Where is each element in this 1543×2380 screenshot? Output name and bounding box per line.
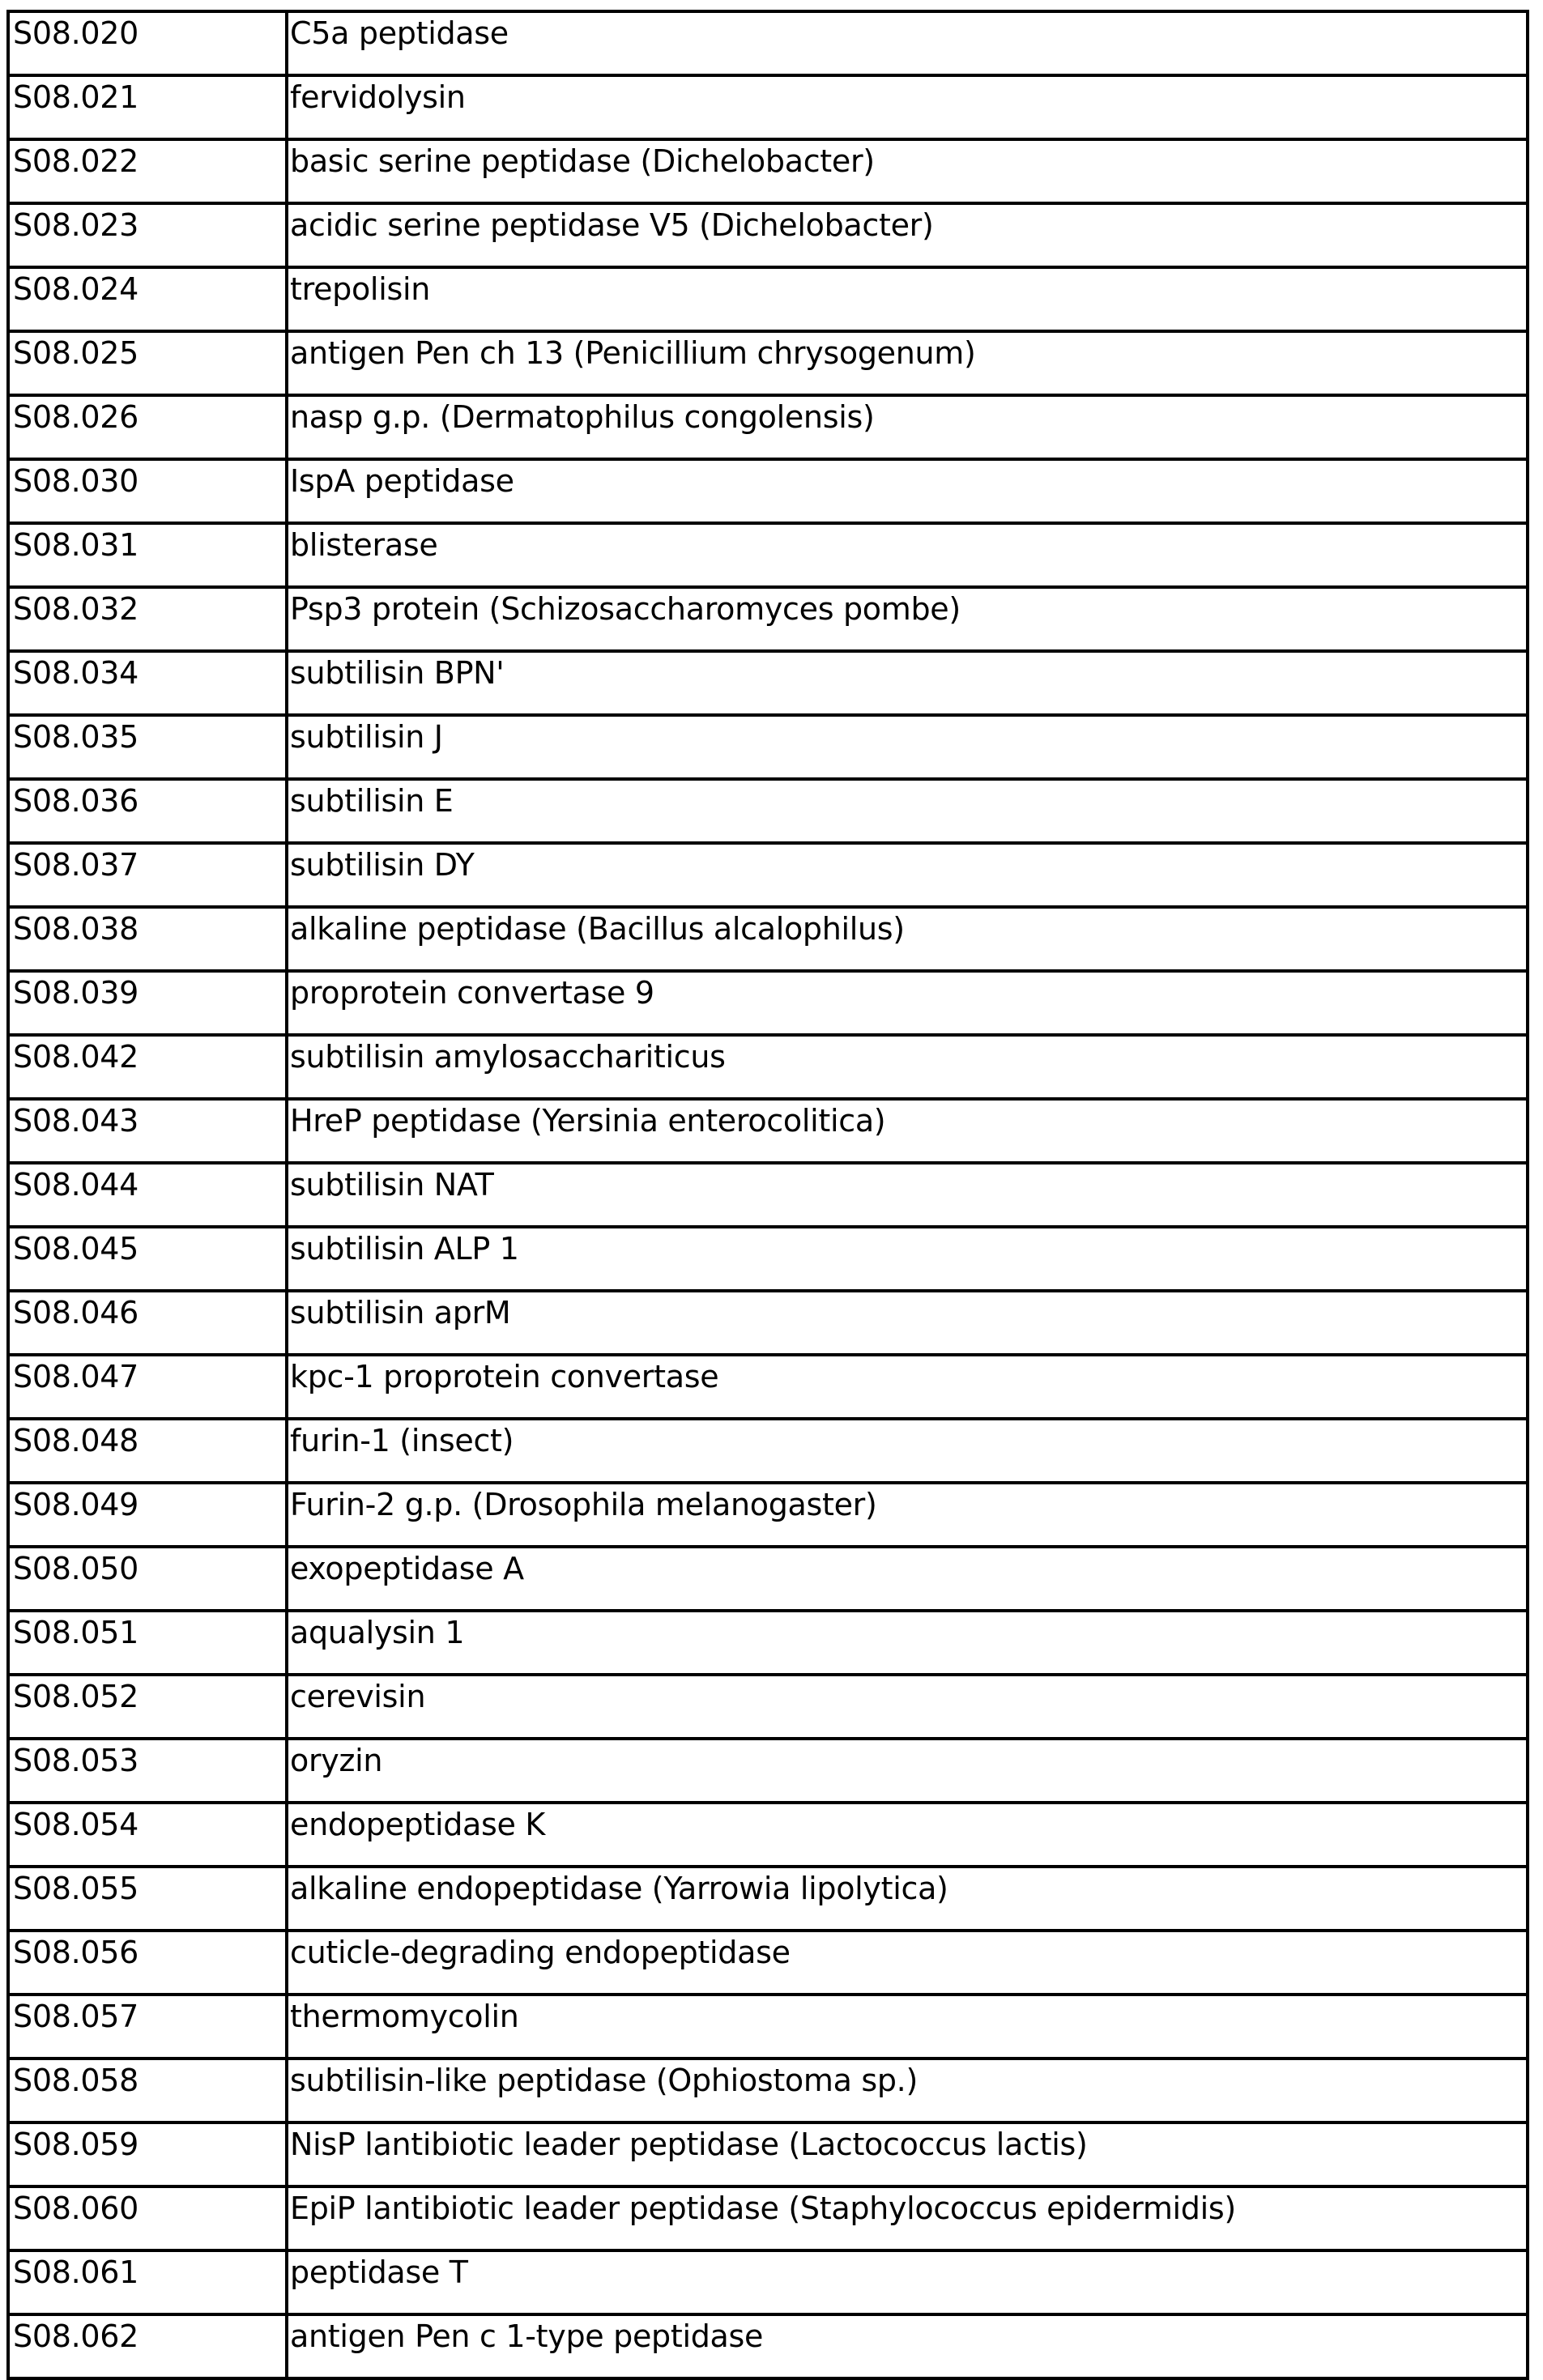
peptidase-code-cell: S08.042: [8, 1035, 287, 1099]
peptidase-name-cell: subtilisin-like peptidase (Ophiostoma sp.): [287, 2059, 1528, 2122]
peptidase-code-cell: S08.046: [8, 1291, 287, 1355]
table-row: [8, 2314, 1528, 2378]
table-row: [8, 779, 1528, 843]
peptidase-name-cell: C5a peptidase: [287, 11, 1528, 75]
table-row: [8, 2186, 1528, 2250]
peptidase-name-cell: subtilisin amylosacchariticus: [287, 1035, 1528, 1099]
table-row: [8, 1995, 1528, 2059]
peptidase-code-cell: S08.021: [8, 75, 287, 139]
table-row: [8, 907, 1528, 971]
table-row: [8, 651, 1528, 715]
peptidase-name-cell: blisterase: [287, 523, 1528, 587]
peptidase-name-cell: EpiP lantibiotic leader peptidase (Staphylococcus epidermidis): [287, 2186, 1528, 2250]
peptidase-name-cell: subtilisin ALP 1: [287, 1227, 1528, 1291]
peptidase-name-cell: Furin-2 g.p. (Drosophila melanogaster): [287, 1483, 1528, 1547]
table-row: [8, 331, 1528, 395]
peptidase-code-cell: S08.032: [8, 587, 287, 651]
peptidase-code-cell: S08.026: [8, 395, 287, 459]
table-row: [8, 11, 1528, 75]
peptidase-name-cell: subtilisin E: [287, 779, 1528, 843]
table-row: [8, 2250, 1528, 2314]
peptidase-code-cell: S08.031: [8, 523, 287, 587]
peptidase-code-cell: S08.023: [8, 203, 287, 267]
table-row: [8, 75, 1528, 139]
peptidase-table: [6, 10, 1529, 2380]
table-row: [8, 843, 1528, 907]
peptidase-name-cell: nasp g.p. (Dermatophilus congolensis): [287, 395, 1528, 459]
peptidase-code-cell: S08.025: [8, 331, 287, 395]
table-row: [8, 2122, 1528, 2186]
peptidase-code-cell: S08.020: [8, 11, 287, 75]
peptidase-name-cell: fervidolysin: [287, 75, 1528, 139]
peptidase-name-cell: subtilisin NAT: [287, 1163, 1528, 1227]
peptidase-code-cell: S08.052: [8, 1675, 287, 1739]
peptidase-code-cell: S08.053: [8, 1739, 287, 1803]
table-row: [8, 1291, 1528, 1355]
peptidase-name-cell: alkaline peptidase (Bacillus alcalophilus): [287, 907, 1528, 971]
peptidase-code-cell: S08.043: [8, 1099, 287, 1163]
table-row: [8, 1611, 1528, 1675]
table-row: [8, 1931, 1528, 1995]
table-row: [8, 1483, 1528, 1547]
table-row: [8, 395, 1528, 459]
peptidase-name-cell: basic serine peptidase (Dichelobacter): [287, 139, 1528, 203]
peptidase-code-cell: S08.035: [8, 715, 287, 779]
peptidase-code-cell: S08.060: [8, 2186, 287, 2250]
peptidase-code-cell: S08.054: [8, 1803, 287, 1867]
table-row: [8, 1675, 1528, 1739]
peptidase-code-cell: S08.045: [8, 1227, 287, 1291]
peptidase-name-cell: antigen Pen c 1-type peptidase: [287, 2314, 1528, 2378]
table-row: [8, 971, 1528, 1035]
peptidase-code-cell: S08.030: [8, 459, 287, 523]
peptidase-name-cell: subtilisin aprM: [287, 1291, 1528, 1355]
table-row: [8, 523, 1528, 587]
peptidase-code-cell: S08.038: [8, 907, 287, 971]
peptidase-code-cell: S08.050: [8, 1547, 287, 1611]
peptidase-code-cell: S08.022: [8, 139, 287, 203]
table-row: [8, 1867, 1528, 1931]
table-row: [8, 1419, 1528, 1483]
table-row: [8, 1739, 1528, 1803]
peptidase-code-cell: S08.024: [8, 267, 287, 331]
peptidase-code-cell: S08.048: [8, 1419, 287, 1483]
peptidase-code-cell: S08.044: [8, 1163, 287, 1227]
peptidase-name-cell: subtilisin BPN': [287, 651, 1528, 715]
peptidase-code-cell: S08.039: [8, 971, 287, 1035]
table-row: [8, 267, 1528, 331]
table-row: [8, 459, 1528, 523]
table-row: [8, 1163, 1528, 1227]
peptidase-code-cell: S08.059: [8, 2122, 287, 2186]
peptidase-name-cell: furin-1 (insect): [287, 1419, 1528, 1483]
peptidase-name-cell: NisP lantibiotic leader peptidase (Lactococcus lactis): [287, 2122, 1528, 2186]
peptidase-name-cell: aqualysin 1: [287, 1611, 1528, 1675]
table-row: [8, 2059, 1528, 2122]
peptidase-name-cell: peptidase T: [287, 2250, 1528, 2314]
peptidase-name-cell: subtilisin DY: [287, 843, 1528, 907]
peptidase-code-cell: S08.057: [8, 1995, 287, 2059]
peptidase-name-cell: cerevisin: [287, 1675, 1528, 1739]
table-row: [8, 1035, 1528, 1099]
table-row: [8, 1227, 1528, 1291]
peptidase-name-cell: endopeptidase K: [287, 1803, 1528, 1867]
peptidase-name-cell: acidic serine peptidase V5 (Dichelobacter): [287, 203, 1528, 267]
peptidase-name-cell: alkaline endopeptidase (Yarrowia lipolytica): [287, 1867, 1528, 1931]
peptidase-name-cell: cuticle-degrading endopeptidase: [287, 1931, 1528, 1995]
peptidase-code-cell: S08.036: [8, 779, 287, 843]
peptidase-code-cell: S08.034: [8, 651, 287, 715]
table-row: [8, 1099, 1528, 1163]
peptidase-code-cell: S08.058: [8, 2059, 287, 2122]
peptidase-name-cell: exopeptidase A: [287, 1547, 1528, 1611]
peptidase-code-cell: S08.056: [8, 1931, 287, 1995]
table-row: [8, 203, 1528, 267]
table-row: [8, 1547, 1528, 1611]
peptidase-name-cell: kpc-1 proprotein convertase: [287, 1355, 1528, 1419]
peptidase-name-cell: thermomycolin: [287, 1995, 1528, 2059]
peptidase-code-cell: S08.051: [8, 1611, 287, 1675]
peptidase-name-cell: antigen Pen ch 13 (Penicillium chrysogenum): [287, 331, 1528, 395]
table-row: [8, 587, 1528, 651]
peptidase-code-cell: S08.049: [8, 1483, 287, 1547]
peptidase-name-cell: Psp3 protein (Schizosaccharomyces pombe): [287, 587, 1528, 651]
peptidase-code-cell: S08.062: [8, 2314, 287, 2378]
peptidase-name-cell: trepolisin: [287, 267, 1528, 331]
peptidase-name-cell: oryzin: [287, 1739, 1528, 1803]
peptidase-name-cell: subtilisin J: [287, 715, 1528, 779]
peptidase-code-cell: S08.055: [8, 1867, 287, 1931]
table-row: [8, 139, 1528, 203]
peptidase-name-cell: HreP peptidase (Yersinia enterocolitica): [287, 1099, 1528, 1163]
peptidase-name-cell: proprotein convertase 9: [287, 971, 1528, 1035]
table-row: [8, 715, 1528, 779]
table-row: [8, 1803, 1528, 1867]
peptidase-code-cell: S08.037: [8, 843, 287, 907]
table-row: [8, 1355, 1528, 1419]
peptidase-name-cell: IspA peptidase: [287, 459, 1528, 523]
peptidase-code-cell: S08.061: [8, 2250, 287, 2314]
peptidase-code-cell: S08.047: [8, 1355, 287, 1419]
table-body: [8, 11, 1528, 2378]
